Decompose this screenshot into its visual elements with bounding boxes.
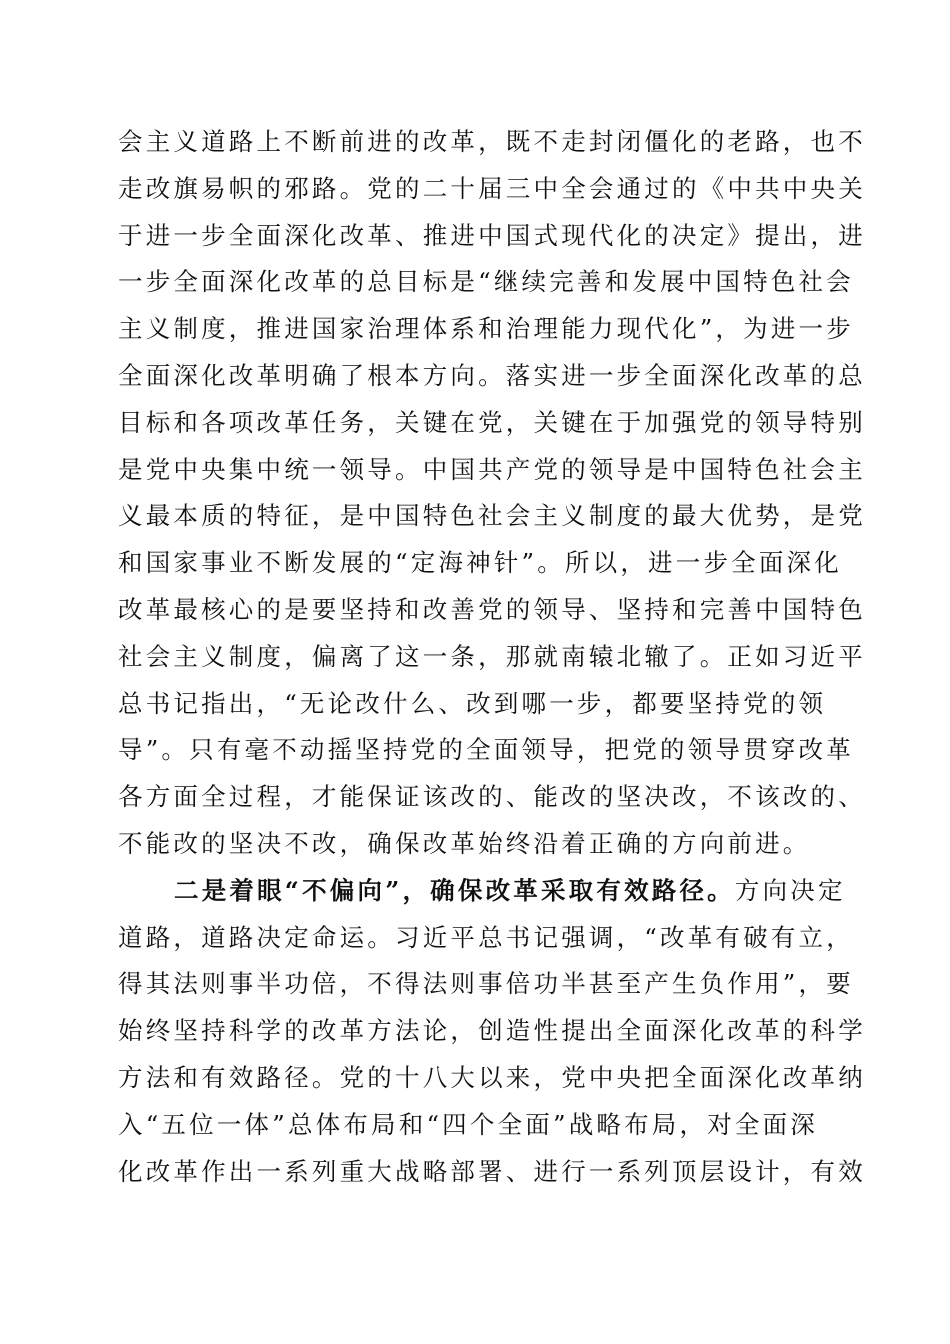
paragraph-line: 不能改的坚决不改，确保改革始终沿着正确的方向前进。 — [118, 829, 811, 858]
paragraph-line: 一步全面深化改革的总目标是“继续完善和发展中国特色社会 — [118, 267, 854, 297]
paragraph-line: 社会主义制度，偏离了这一条，那就南辕北辙了。正如习近平 — [118, 641, 866, 671]
paragraph-line: 化改革作出一系列重大战略部署、进行一系列顶层设计，有效 — [118, 1156, 866, 1186]
section-heading: 二是着眼“不偏向”，确保改革采取有效路径。 — [174, 875, 735, 905]
paragraph-line: 方法和有效路径。党的十八大以来，党中央把全面深化改革纳 — [118, 1063, 866, 1092]
paragraph-line: 导”。只有毫不动摇坚持党的全面领导，把党的领导贯穿改革 — [118, 735, 854, 765]
paragraph-line: 全面深化改革明确了根本方向。落实进一步全面深化改革的总 — [118, 361, 866, 390]
paragraph-line: 义最本质的特征，是中国特色社会主义制度的最大优势，是党 — [118, 501, 866, 531]
paragraph-line: 各方面全过程，才能保证该改的、能改的坚决改，不该改的、 — [118, 782, 866, 812]
paragraph-line: 总书记指出，“无论改什么、改到哪一步，都要坚持党的领 — [118, 688, 827, 718]
paragraph-line: 主义制度，推进国家治理体系和治理能力现代化”，为进一步 — [118, 314, 854, 344]
heading-continuation: 方向决定 — [734, 875, 846, 905]
paragraph-line: 入“五位一体”总体布局和“四个全面”战略布局，对全面深 — [118, 1109, 818, 1139]
paragraph-line: 改革最核心的是要坚持和改善党的领导、坚持和完善中国特色 — [118, 595, 866, 624]
paragraph-line: 得其法则事半功倍，不得法则事倍功半甚至产生负作用”，要 — [118, 969, 854, 999]
paragraph-line: 始终坚持科学的改革方法论，创造性提出全面深化改革的科学 — [118, 1016, 866, 1046]
paragraph-line: 于进一步全面深化改革、推进中国式现代化的决定》提出，进 — [118, 220, 866, 250]
paragraph-first-line — [174, 869, 846, 913]
paragraph-line: 是党中央集中统一领导。中国共产党的领导是中国特色社会主 — [118, 454, 866, 484]
paragraph-line: 走改旗易帜的邪路。党的二十届三中全会通过的《中共中央关 — [118, 173, 866, 203]
paragraph-line: 会主义道路上不断前进的改革，既不走封闭僵化的老路，也不 — [118, 127, 866, 156]
paragraph-line: 和国家事业不断发展的“定海神针”。所以，进一步全面深化 — [118, 548, 842, 578]
paragraph-line: 目标和各项改革任务，关键在党，关键在于加强党的领导特别 — [118, 407, 866, 437]
paragraph-line: 道路，道路决定命运。习近平总书记强调，“改革有破有立， — [118, 922, 854, 952]
